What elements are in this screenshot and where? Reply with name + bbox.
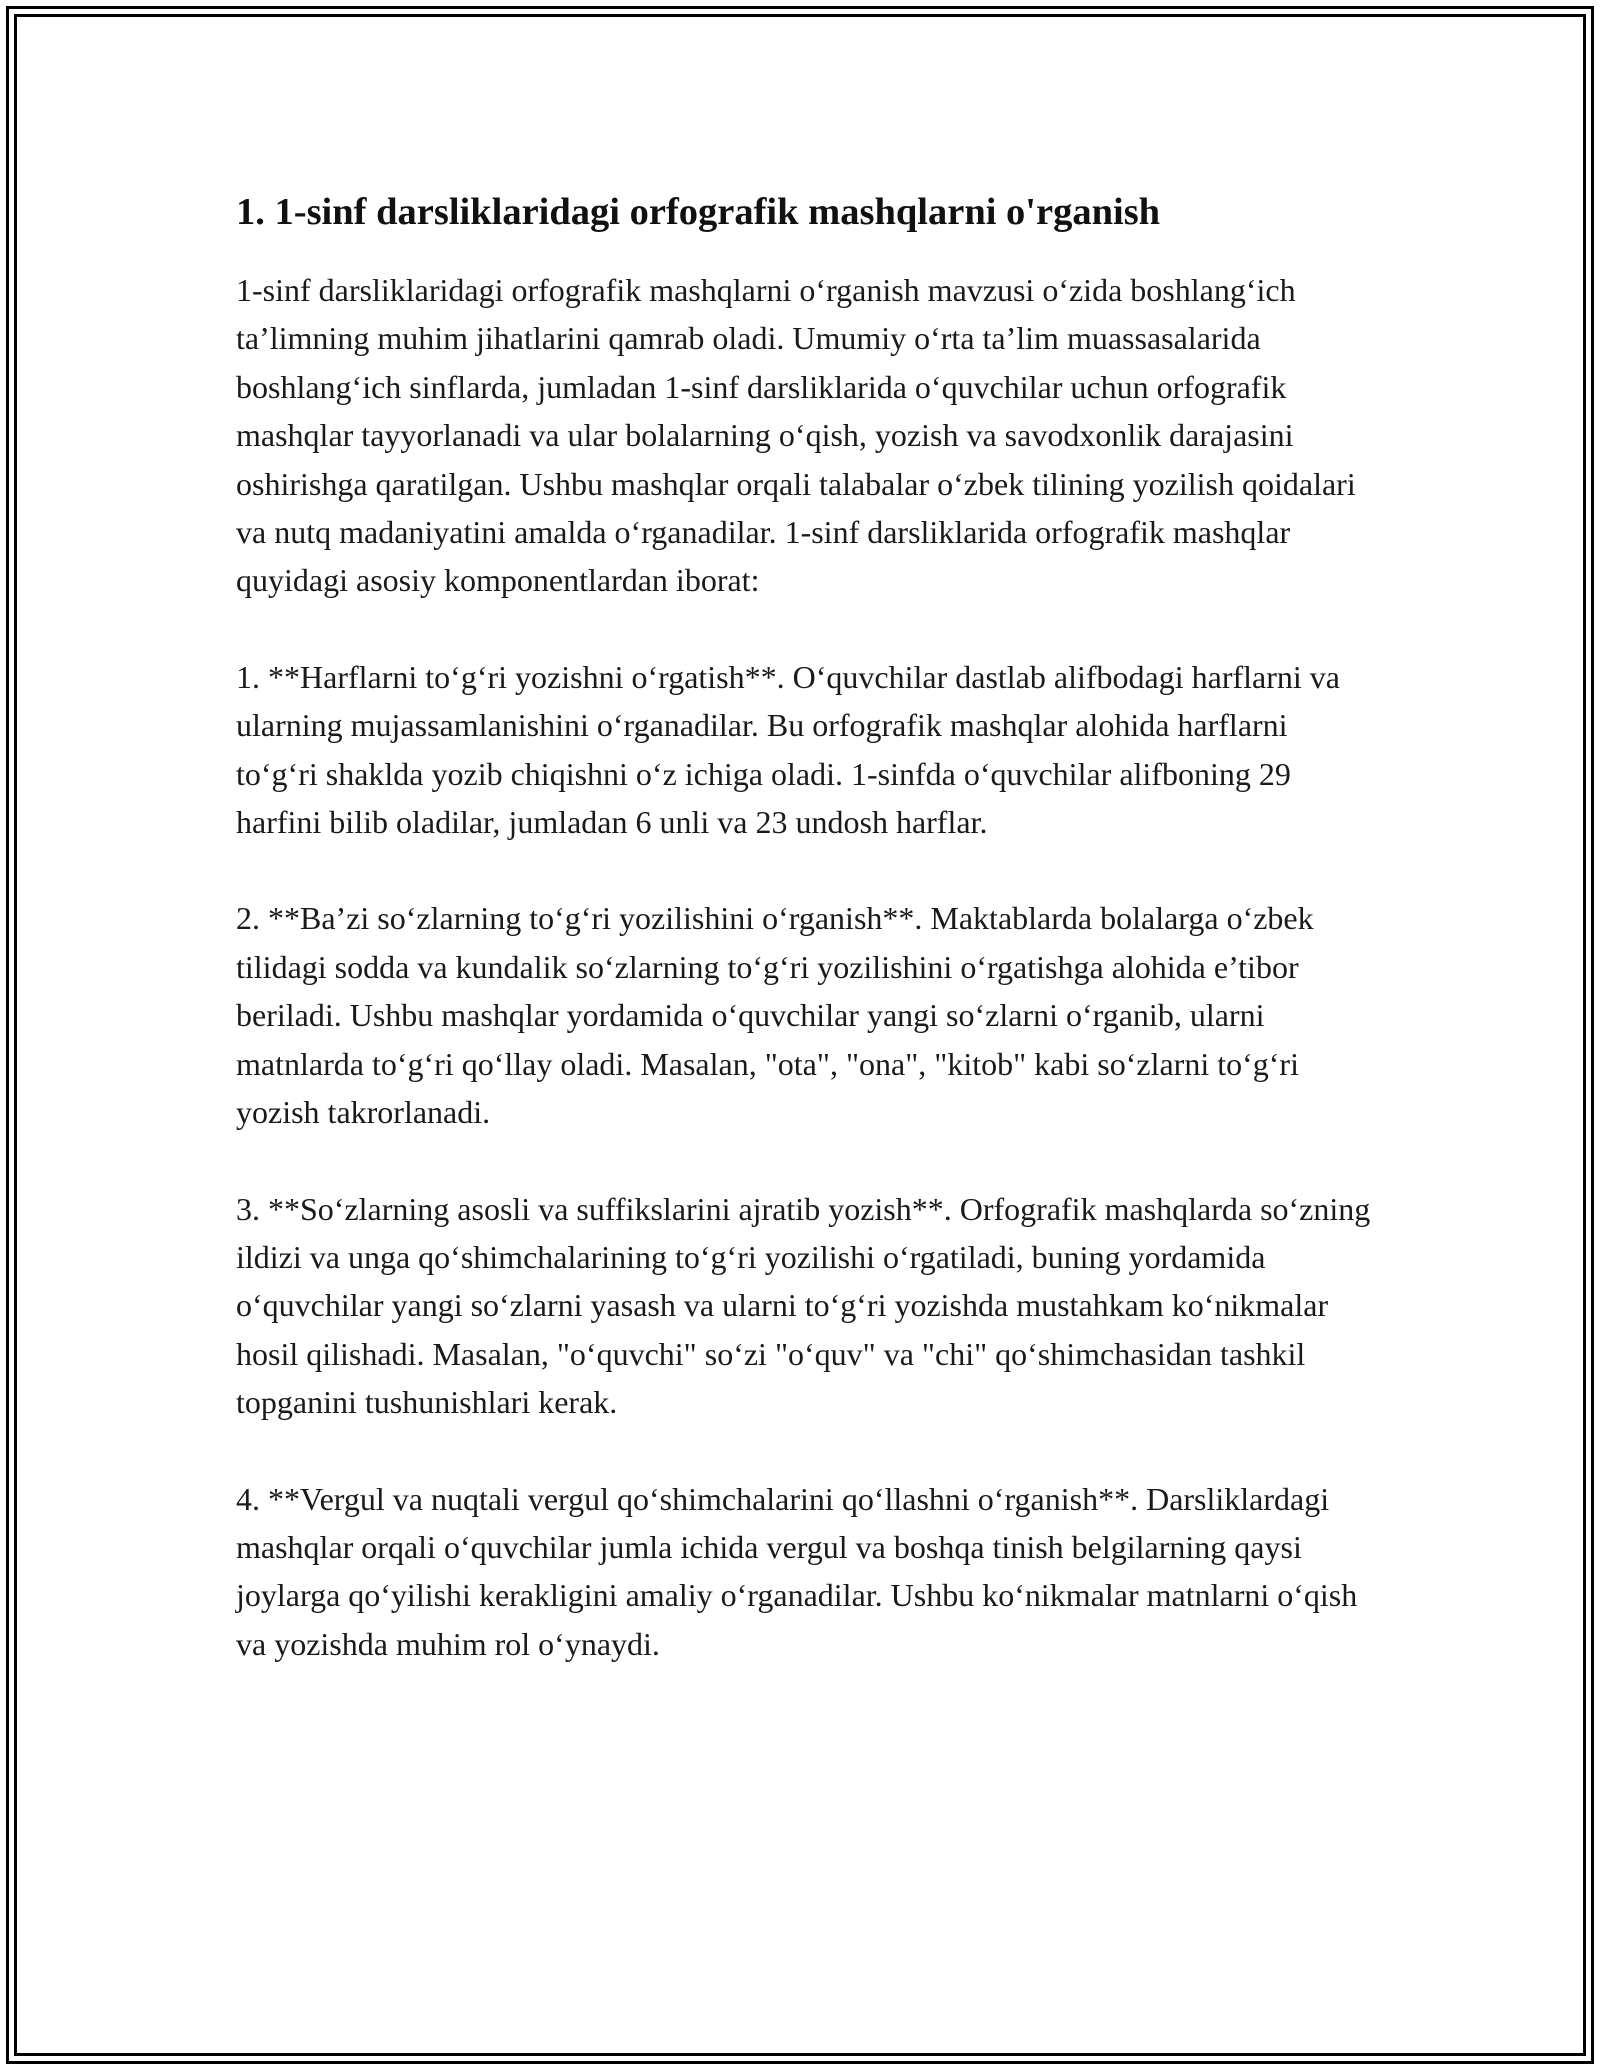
list-item-3: 3. **So‘zlarning asosli va suffikslarini ajratib yozish**. Orfografik mashqlarda so‘zning ildizi va unga qo‘shimchalarining to‘g‘ri yozilishi o‘rgatiladi, buning yordamida o‘quvchilar yangi so‘zlarni yasash va ularni to‘g‘ri yozishda mustahkam ko‘nikmalar hosil qilishadi. Masalan, "o‘quvchi" so‘zi "o‘quv" va "chi" qo‘shimchasidan tashkil topganini tushunishlari kerak. <box>236 1190 1371 1421</box>
list-item-1: 1. **Harflarni to‘g‘ri yozishni o‘rgatish**. O‘quvchilar dastlab alifbodagi harflarni va ularning mujassamlanishini o‘rganadilar. Bu orfografik mashqlar alohida harflarni to‘g‘ri shaklda yozib chiqishni o‘z ichiga oladi. 1-sinfda o‘quvchilar alifboning 29 harfini bilib oladilar, jumladan 6 unli va 23 undosh harflar. <box>236 658 1340 841</box>
list-item-2: 2. **Ba’zi so‘zlarning to‘g‘ri yozilishini o‘rganish**. Maktablarda bolalarga o‘zbek tilidagi sodda va kundalik so‘zlarning to‘g‘ri yozilishini o‘rgatishga alohida e’tibor beriladi. Ushbu mashqlar yordamida o‘quvchilar yangi so‘zlarni o‘rganib, ularni matnlarda to‘g‘ri qo‘llay oladi. Masalan, "ota", "ona", "kitob" kabi so‘zlarni to‘g‘ri yozish takrorlanadi. <box>236 900 1314 1131</box>
intro-paragraph: 1-sinf darsliklaridagi orfografik mashqlarni o‘rganish mavzusi o‘zida boshlang‘ich ta’limning muhim jihatlarini qamrab oladi. Umumiy o‘rta ta’lim muassasalarida boshlang‘ich sinflarda, jumladan 1-sinf darsliklarida o‘quvchilar uchun orfografik mashqlar tayyorlanadi va ular bolalarning o‘qish, yozish va savodxonlik darajasini oshirishga qaratilgan. Ushbu mashqlar orqali talabalar o‘zbek tilining yozilish qoidalari va nutq madaniyatini amalda o‘rganadilar. 1-sinf darsliklarida orfografik mashqlar quyidagi asosiy komponentlardan iborat: <box>236 272 1356 599</box>
section-heading: 1. 1-sinf darsliklaridagi orfografik mashqlarni o'rganish <box>236 191 1161 233</box>
document-body <box>236 186 1376 1716</box>
list-item-4: 4. **Vergul va nuqtali vergul qo‘shimchalarini qo‘llashni o‘rganish**. Darsliklardagi mashqlar orqali o‘quvchilar jumla ichida vergul va boshqa tinish belgilarning qaysi joylarga qo‘yilishi kerakligini amaliy o‘rganadilar. Ushbu ko‘nikmalar matnlarni o‘qish va yozishda muhim rol o‘ynaydi. <box>236 1480 1358 1662</box>
